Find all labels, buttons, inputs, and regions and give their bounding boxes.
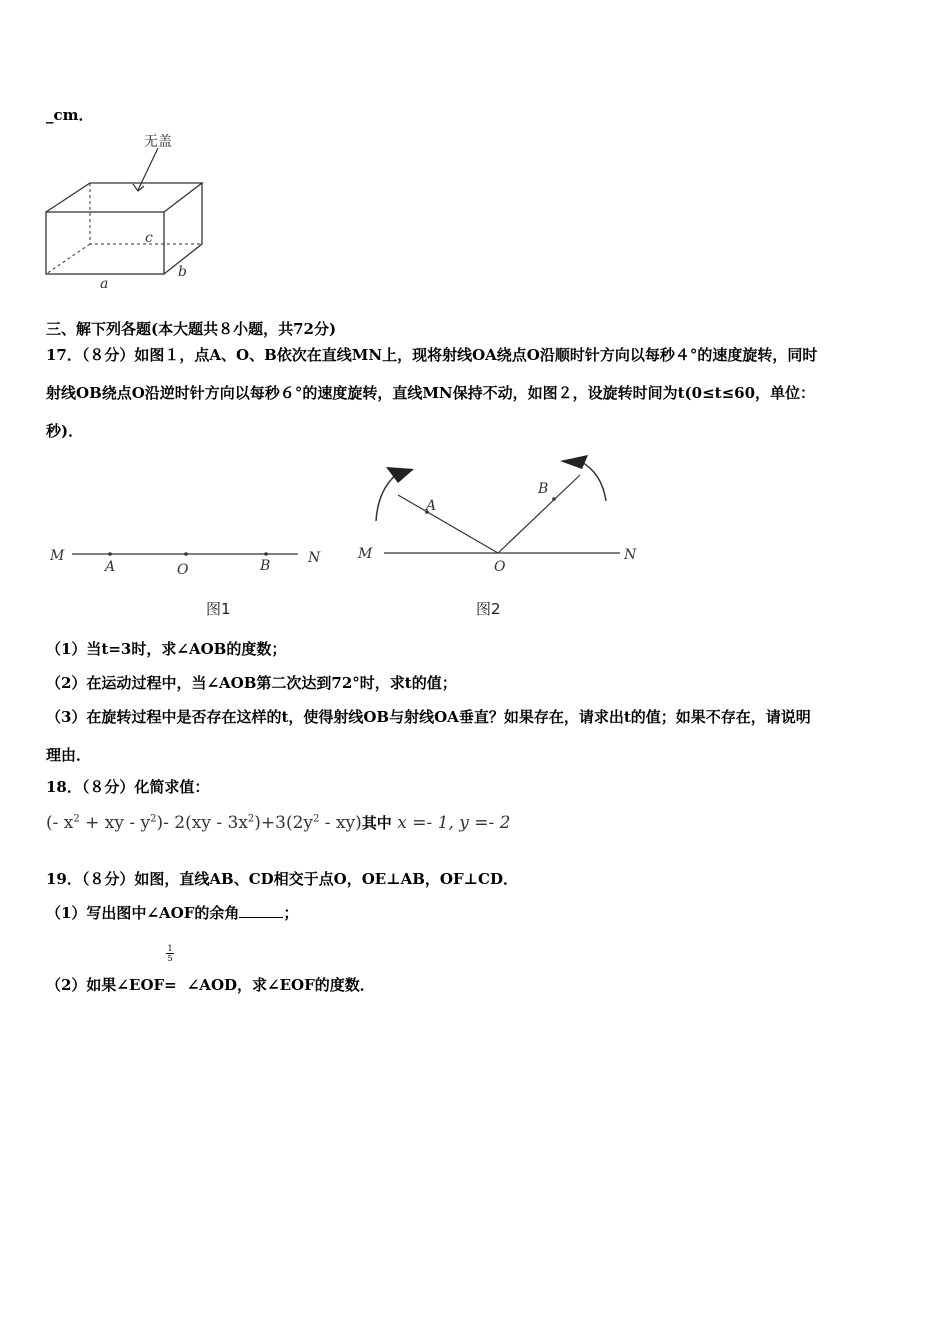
expr-sup4: 2 (313, 813, 320, 825)
point-o-fig1 (184, 552, 188, 556)
q19-sub1-text: （1）写出图中∠AOF的余角 (46, 904, 240, 922)
section-heading: 三、解下列各题(本大题共８小题，共72分) (46, 320, 337, 338)
q17-sub1: （1）当t=3时，求∠AOB的度数； (46, 640, 287, 658)
expr-part1: (- x (46, 813, 74, 833)
label-o-fig2: O (494, 559, 506, 575)
q18-title: 18．（８分）化简求值： (46, 778, 210, 796)
expr-part5: - xy) (319, 813, 362, 833)
q19-sub1 (46, 902, 298, 923)
label-lid: 无盖 (144, 134, 172, 150)
label-b: b (178, 264, 187, 280)
label-n-fig2: N (624, 547, 637, 563)
q19-sub2 (46, 974, 375, 995)
q17-sub3-line1: （3）在旋转过程中是否存在这样的t，使得射线OB与射线OA垂直？如果存在，请求出t的值；如果不存在，请说明 (46, 708, 811, 726)
label-b-fig2: B (538, 481, 549, 497)
q19-title: 19．（８分）如图，直线AB、CD相交于点O，OE⊥AB，OF⊥CD． (46, 870, 518, 888)
point-b-fig1 (264, 552, 268, 556)
box-hidden-diagonal (46, 244, 90, 274)
q19-sub1-end: ； (283, 904, 299, 922)
q19-sub2-suffix: ∠AOD，求∠EOF的度数． (186, 976, 375, 994)
point-a-fig1 (108, 552, 112, 556)
q17-sub2: （2）在运动过程中，当∠AOB第二次达到72°时，求t的值； (46, 674, 457, 692)
q19-sub2-prefix: （2）如果∠EOF= (46, 976, 177, 994)
box-top-edges (46, 183, 202, 212)
label-n-fig1: N (308, 550, 321, 566)
label-a-fig2: A (426, 498, 437, 514)
lid-arrowhead (133, 184, 144, 191)
label-a-fig1: A (105, 559, 116, 575)
expr-part4: )+3(2y (254, 813, 314, 833)
answer-blank[interactable] (239, 903, 283, 918)
fraction-one-fifth (166, 944, 174, 963)
q18-expression (46, 812, 510, 833)
label-b-fig1: B (260, 558, 271, 574)
expr-condition: x =- 1, y =- 2 (391, 813, 511, 833)
expr-part3: )- 2(xy - 3x (156, 813, 248, 833)
label-a: a (100, 276, 109, 292)
rotation-arrow-right (580, 461, 606, 501)
fraction-denominator: 5 (167, 954, 173, 963)
cm-fragment: _cm． (46, 106, 94, 124)
arrowhead-right (560, 455, 588, 469)
fraction-numerator: 1 (167, 944, 173, 953)
expr-sup2: 2 (150, 813, 157, 825)
point-b-fig2 (552, 497, 556, 501)
ray-oa (398, 495, 498, 553)
q17-line2: 射线OB绕点O沿逆时针方向以每秒６°的速度旋转，直线MN保持不动，如图２，设旋转时间为t(0≤t≤60，单位： (46, 384, 816, 402)
label-m-fig2: M (358, 546, 373, 562)
expr-where: 其中 (361, 814, 392, 832)
label-c: c (145, 230, 153, 246)
box-right-edges (164, 183, 202, 274)
q17-sub3-line2: 理由． (46, 746, 92, 764)
q17-line3: 秒)． (46, 422, 84, 440)
label-o-fig1: O (177, 562, 189, 578)
expr-sup3: 2 (247, 813, 255, 825)
figure-1 (40, 530, 340, 625)
caption-fig2: 图2 (476, 600, 501, 618)
box-figure (40, 128, 220, 293)
caption-fig1: 图1 (206, 600, 231, 618)
rotation-arrow-left (376, 473, 398, 521)
expr-part2: + xy - y (79, 813, 151, 833)
lid-arrow (138, 148, 158, 190)
q17-line1: 17．（８分）如图１，点A、O、B依次在直线MN上，现将射线OA绕点O沿顺时针方向以每秒４°的速度旋转，同时 (46, 346, 818, 364)
expr-sup1: 2 (73, 813, 80, 825)
label-m-fig1: M (50, 548, 65, 564)
figure-2 (350, 455, 650, 625)
